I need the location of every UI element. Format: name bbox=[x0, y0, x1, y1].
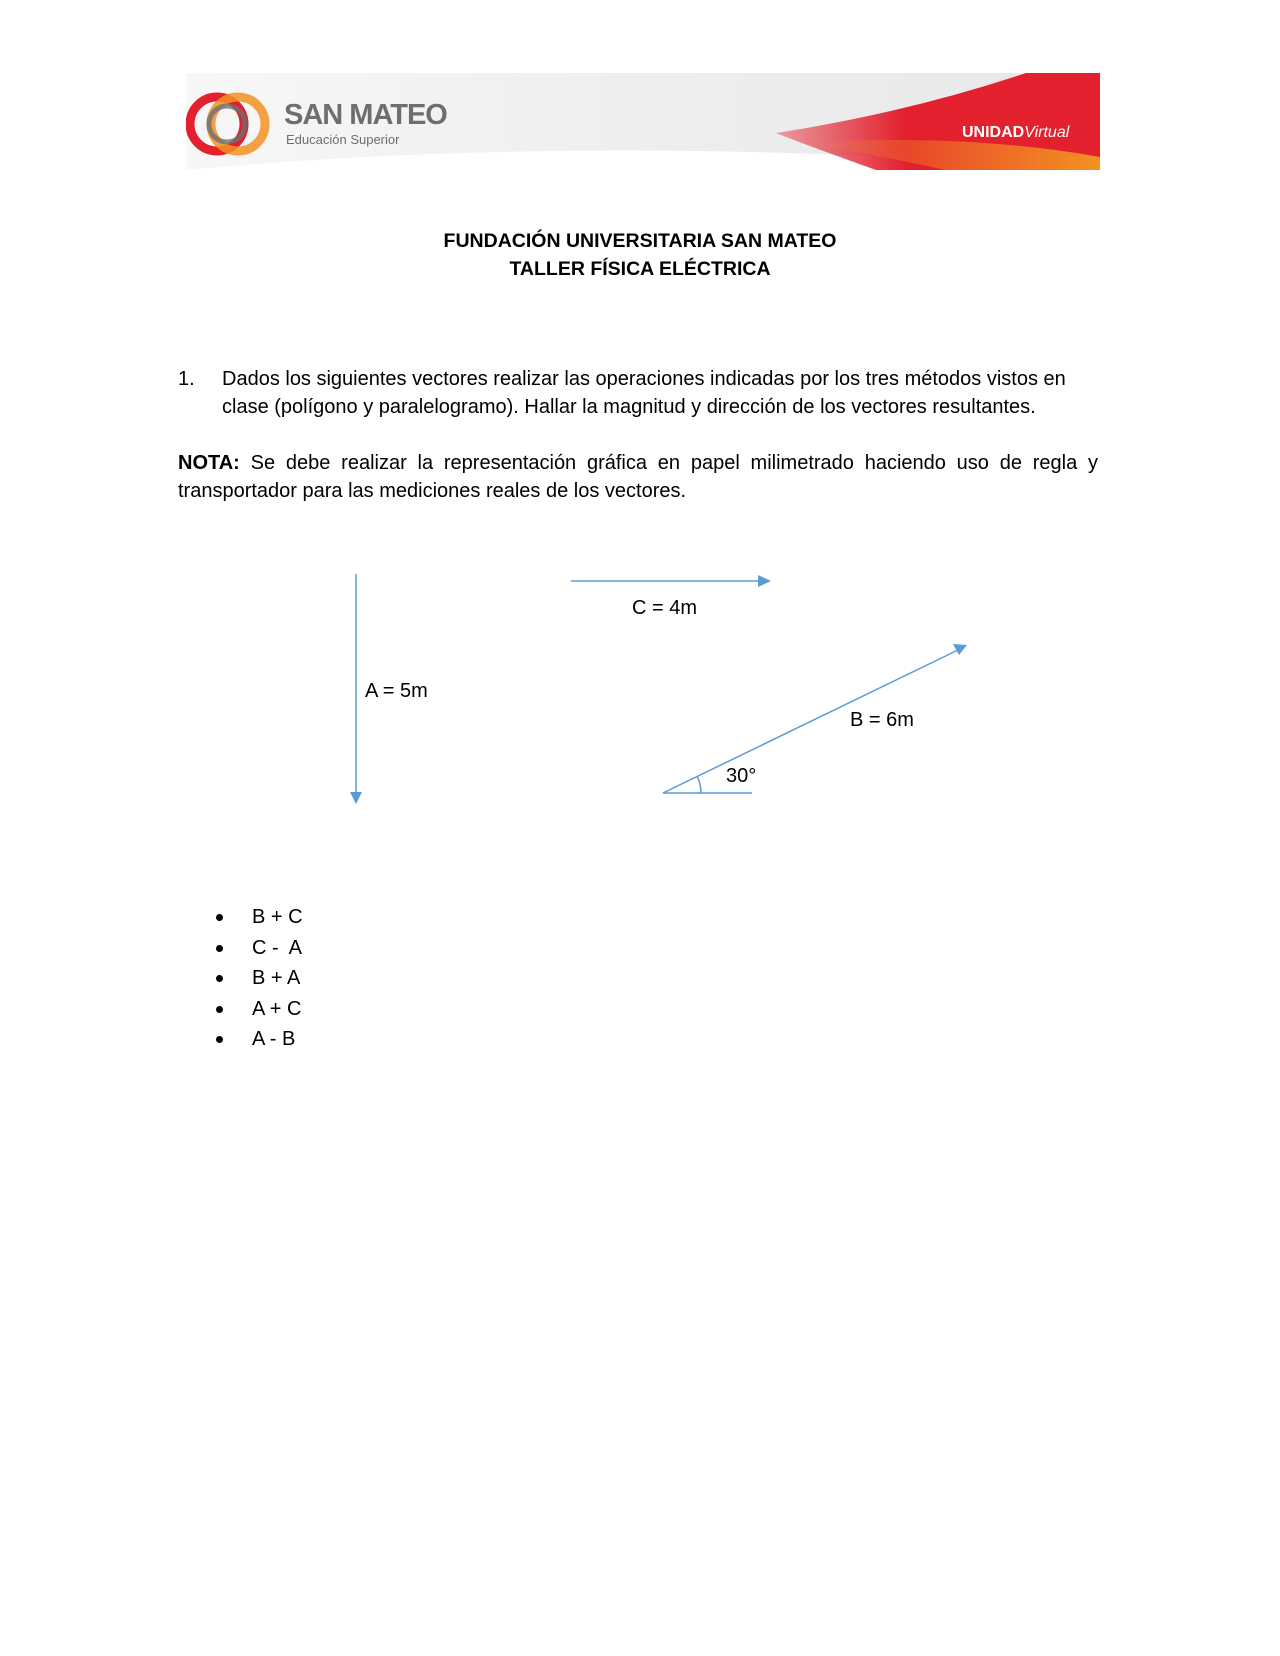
virtual-light: Virtual bbox=[1024, 124, 1070, 141]
list-item: B + A bbox=[212, 963, 303, 994]
bullet-icon bbox=[216, 1036, 223, 1043]
question-number: 1. bbox=[178, 368, 195, 390]
title-line-2: TALLER FÍSICA ELÉCTRICA bbox=[509, 258, 771, 280]
nota-text: Se debe realizar la representación gráfica en papel milimetrado haciendo uso de regla y transportador para las mediciones reales de los vectores. bbox=[178, 452, 1098, 502]
unidad-bold: UNIDAD bbox=[962, 124, 1025, 141]
list-item: B + C bbox=[212, 902, 303, 933]
vector-c-label: C = 4m bbox=[632, 597, 698, 619]
vector-c-arrowhead bbox=[758, 575, 771, 587]
title-line-1: FUNDACIÓN UNIVERSITARIA SAN MATEO bbox=[443, 230, 837, 252]
angle-label: 30° bbox=[726, 765, 757, 787]
list-item: A - B bbox=[212, 1024, 303, 1055]
bullet-icon bbox=[216, 945, 223, 952]
logo-name: SAN MATEO bbox=[284, 99, 447, 131]
vector-a-arrowhead bbox=[350, 792, 362, 804]
bullet-icon bbox=[216, 975, 223, 982]
bullet-icon bbox=[216, 914, 223, 921]
list-item: C - A bbox=[212, 933, 303, 964]
angle-arc bbox=[697, 776, 701, 793]
vector-a-label: A = 5m bbox=[365, 680, 428, 702]
vector-b-arrowhead bbox=[953, 644, 967, 655]
list-item: A + C bbox=[212, 994, 303, 1025]
operations-list bbox=[212, 902, 303, 1055]
nota-label: NOTA: bbox=[178, 452, 240, 474]
bullet-icon bbox=[216, 1006, 223, 1013]
question-text: Dados los siguientes vectores realizar las operaciones indicadas por los tres métodos vistos en clase (polígono y paralelogramo). Hallar la magnitud y dirección de los vectores resultantes. bbox=[222, 368, 1066, 418]
logo-subtitle: Educación Superior bbox=[286, 132, 400, 147]
vector-b-label: B = 6m bbox=[850, 709, 914, 731]
